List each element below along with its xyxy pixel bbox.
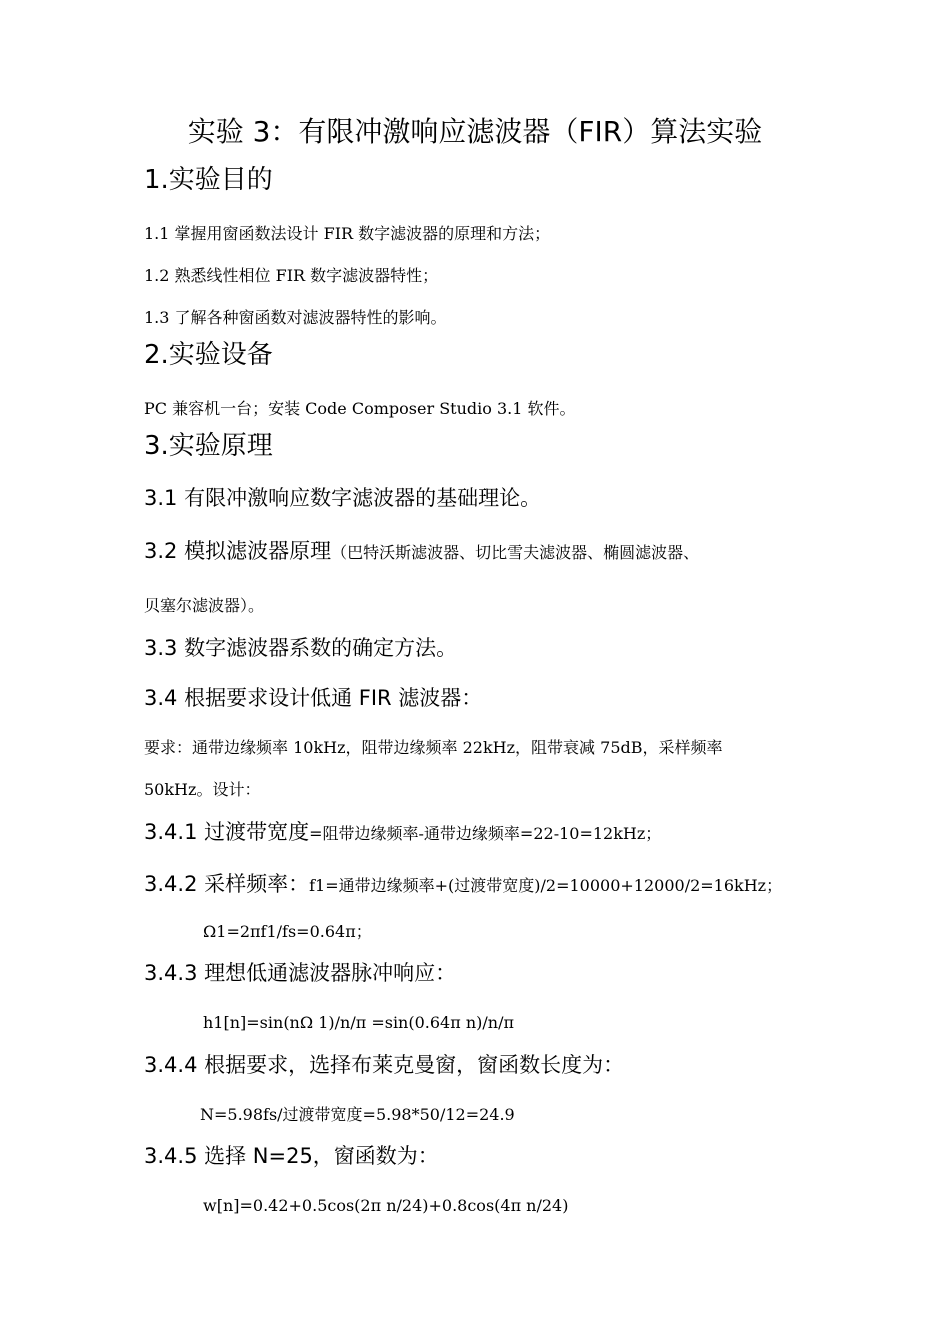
objective-item-1: 1.1 掌握用窗函数法设计 FIR 数字滤波器的原理和方法； — [144, 224, 551, 243]
objective-item-2: 1.2 熟悉线性相位 FIR 数字滤波器特性； — [144, 266, 439, 285]
step-3-4-3-formula: h1[n]=sin(nΩ 1)/n/π =sin(0.64π n)/n/π — [203, 1013, 514, 1032]
step-3-4-3-heading: 3.4.3 理想低通滤波器脉冲响应： — [144, 961, 457, 985]
step-3-4-2 — [144, 868, 782, 902]
subsection-3-2-heading — [144, 535, 699, 569]
step-3-4-5-heading: 3.4.5 选择 N=25，窗函数为： — [144, 1144, 439, 1168]
requirement-line-2: 50kHz。设计： — [144, 780, 261, 799]
objective-item-3: 1.3 了解各种窗函数对滤波器特性的影响。 — [144, 308, 447, 327]
subsection-3-2-note-continued: 贝塞尔滤波器）。 — [144, 596, 265, 615]
subsection-3-3-heading: 3.3 数字滤波器系数的确定方法。 — [144, 636, 458, 660]
step-3-4-1-text: =阻带边缘频率-通带边缘频率=22-10=12kHz； — [309, 824, 662, 843]
subsection-3-2-note: （巴特沃斯滤波器、切比雪夫滤波器、椭圆滤波器、 — [331, 543, 700, 562]
step-3-4-1-title: 3.4.1 过渡带宽度 — [144, 820, 310, 844]
subsection-3-2-title: 3.2 模拟滤波器原理 — [144, 539, 332, 563]
step-3-4-2-text: f1=通带边缘频率+(过渡带宽度)/2=10000+12000/2=16kHz； — [309, 876, 783, 895]
step-3-4-4-heading: 3.4.4 根据要求，选择布莱克曼窗，窗函数长度为： — [144, 1053, 625, 1077]
step-3-4-4-formula: N=5.98fs/过渡带宽度=5.98*50/12=24.9 — [200, 1105, 515, 1124]
section-1-heading: 1.实验目的 — [144, 165, 273, 195]
requirement-line-1: 要求：通带边缘频率 10kHz，阻带边缘频率 22kHz，阻带衰减 75dB，采样频率 — [144, 738, 723, 757]
section-2-heading: 2.实验设备 — [144, 340, 273, 370]
section-3-heading: 3.实验原理 — [144, 431, 273, 461]
step-3-4-2-formula: Ω1=2πf1/fs=0.64π； — [203, 922, 372, 941]
equipment-text: PC 兼容机一台；安装 Code Composer Studio 3.1 软件。 — [144, 399, 576, 418]
document-title: 实验 3：有限冲激响应滤波器（FIR）算法实验 — [187, 115, 763, 148]
subsection-3-1-heading: 3.1 有限冲激响应数字滤波器的基础理论。 — [144, 486, 542, 510]
subsection-3-4-heading: 3.4 根据要求设计低通 FIR 滤波器： — [144, 686, 483, 710]
step-3-4-5-formula: w[n]=0.42+0.5cos(2π n/24)+0.8cos(4π n/24) — [203, 1196, 569, 1215]
step-3-4-1 — [144, 816, 661, 850]
step-3-4-2-title: 3.4.2 采样频率： — [144, 872, 310, 896]
